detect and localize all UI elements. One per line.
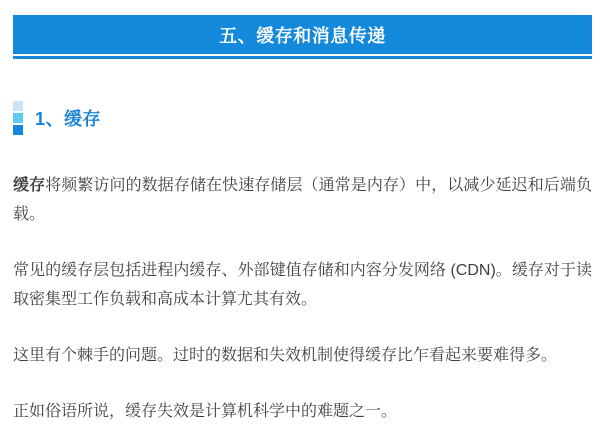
paragraph-tricky-problem: 这里有个棘手的问题。过时的数据和失效机制使得缓存比乍看起来要难得多。 — [13, 347, 558, 364]
banner-underline — [13, 56, 592, 59]
paragraph-definition-text: 将频繁访问的数据存储在快速存储层（通常是内存）中，以减少延迟和后端负载。 — [13, 177, 592, 223]
subsection-heading — [13, 101, 592, 135]
section-banner-title: 五、缓存和消息传递 — [219, 25, 386, 46]
paragraph-saying: 正如俗语所说，缓存失效是计算机科学中的难题之一。 — [13, 403, 398, 420]
heading-bullet-squares-icon — [13, 101, 23, 135]
article-body — [13, 171, 592, 426]
paragraph-caching-definition — [13, 171, 592, 229]
bullet-square-mid — [13, 113, 23, 123]
bullet-square-light — [13, 101, 23, 111]
paragraph-bold-term: 缓存 — [13, 177, 46, 194]
section-banner — [13, 15, 592, 54]
subsection-title: 1、缓存 — [35, 109, 102, 129]
bullet-square-dark — [13, 125, 23, 135]
paragraph-cache-layers: 常见的缓存层包括进程内缓存、外部键值存储和内容分发网络 (CDN)。缓存对于读取密集型工作负载和高成本计算尤其有效。 — [13, 262, 592, 308]
